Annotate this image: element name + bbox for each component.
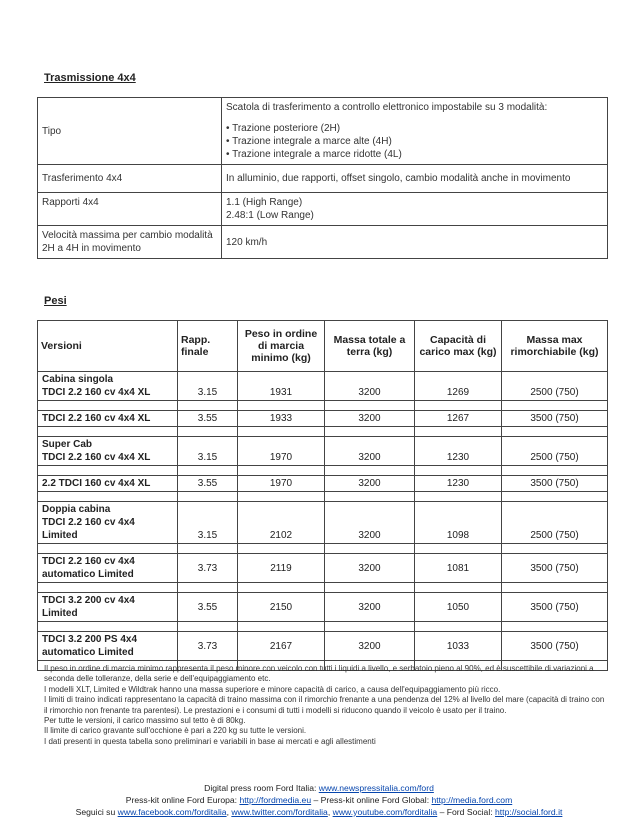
col-header-rimorchio: Massa max rimorchiabile (kg) bbox=[502, 321, 608, 372]
empty-cell bbox=[238, 622, 325, 632]
ratio-cell: 3.15 bbox=[178, 437, 238, 466]
table-row bbox=[38, 476, 608, 492]
value-line: • Trazione integrale a marce alte (4H) bbox=[226, 136, 392, 147]
footer-text: Digital press room Ford Italia: bbox=[204, 783, 319, 793]
peso-cell: 2167 bbox=[238, 632, 325, 661]
table-row bbox=[38, 165, 608, 193]
carico-cell: 1050 bbox=[415, 593, 502, 622]
empty-cell bbox=[38, 466, 178, 476]
footer-text: , bbox=[327, 807, 333, 817]
fordmedia-eu-link[interactable]: http://fordmedia.eu bbox=[239, 795, 312, 805]
massa-cell: 3200 bbox=[325, 502, 415, 544]
row-value: In alluminio, due rapporti, offset singolo, cambio modalità anche in movimento bbox=[222, 165, 608, 193]
empty-cell bbox=[238, 544, 325, 554]
version-cell bbox=[38, 632, 178, 661]
group-name: Cabina singola bbox=[42, 374, 114, 385]
carico-cell: 1230 bbox=[415, 476, 502, 492]
empty-cell bbox=[415, 466, 502, 476]
empty-cell bbox=[502, 492, 608, 502]
col-header-carico: Capacità di carico max (kg) bbox=[415, 321, 502, 372]
footer-text: – Ford Social: bbox=[437, 807, 496, 817]
massa-cell: 3200 bbox=[325, 437, 415, 466]
row-label: Tipo bbox=[38, 98, 222, 165]
note: I modelli XLT, Limited e Wildtrak hanno una massa superiore e minore capacità di carico, a causa dell'equipaggiamento più ricco. bbox=[44, 684, 501, 694]
rimorchio-cell: 2500 (750) bbox=[502, 437, 608, 466]
table-row bbox=[38, 411, 608, 427]
version-name: TDCI 3.2 200 cv 4x4 Limited bbox=[42, 595, 135, 619]
version-cell bbox=[38, 476, 178, 492]
table-row bbox=[38, 593, 608, 622]
empty-cell bbox=[178, 583, 238, 593]
empty-cell bbox=[502, 622, 608, 632]
version-name: TDCI 2.2 160 cv 4x4 automatico Limited bbox=[42, 556, 135, 580]
table-row bbox=[38, 632, 608, 661]
header-row bbox=[38, 321, 608, 372]
empty-cell bbox=[415, 622, 502, 632]
empty-cell bbox=[38, 492, 178, 502]
table-row bbox=[38, 98, 608, 165]
massa-cell: 3200 bbox=[325, 593, 415, 622]
empty-cell bbox=[415, 401, 502, 411]
carico-cell: 1098 bbox=[415, 502, 502, 544]
ratio-cell: 3.73 bbox=[178, 554, 238, 583]
empty-cell bbox=[238, 427, 325, 437]
value-line: Scatola di trasferimento a controllo elettronico impostabile su 3 modalità: bbox=[226, 102, 548, 113]
row-value bbox=[222, 98, 608, 165]
value-line: 1.1 (High Range) bbox=[226, 197, 303, 208]
spacer-row bbox=[38, 622, 608, 632]
rimorchio-cell: 2500 (750) bbox=[502, 502, 608, 544]
empty-cell bbox=[415, 544, 502, 554]
empty-cell bbox=[178, 622, 238, 632]
rimorchio-cell: 3500 (750) bbox=[502, 632, 608, 661]
version-name: TDCI 2.2 160 cv 4x4 XL bbox=[42, 452, 151, 463]
peso-cell: 2150 bbox=[238, 593, 325, 622]
carico-cell: 1033 bbox=[415, 632, 502, 661]
empty-cell bbox=[238, 492, 325, 502]
note: I limiti di traino indicati rappresentano la capacità di traino massima con il rimorchio frenante a una pendenza del 12% al livello del mare (capacità di traino con il rimorchio non frenante tra parentesi). Le prestazioni e i consumi di tutti i modelli si riducono quando il veicolo è usato per il traino. bbox=[44, 695, 605, 715]
ratio-cell: 3.55 bbox=[178, 411, 238, 427]
row-label: Velocità massima per cambio modalità 2H a 4H in movimento bbox=[38, 226, 222, 259]
empty-cell bbox=[502, 544, 608, 554]
massa-cell: 3200 bbox=[325, 411, 415, 427]
table-row bbox=[38, 437, 608, 466]
media-ford-link[interactable]: http://media.ford.com bbox=[431, 795, 513, 805]
row-value: 120 km/h bbox=[222, 226, 608, 259]
ratio-cell: 3.73 bbox=[178, 632, 238, 661]
ratio-cell: 3.55 bbox=[178, 593, 238, 622]
col-header-rapp: Rapp. finale bbox=[178, 321, 238, 372]
empty-cell bbox=[325, 622, 415, 632]
table-row bbox=[38, 502, 608, 544]
table-row bbox=[38, 554, 608, 583]
rimorchio-cell: 3500 (750) bbox=[502, 411, 608, 427]
version-name: TDCI 3.2 200 PS 4x4 automatico Limited bbox=[42, 634, 138, 658]
empty-cell bbox=[502, 401, 608, 411]
empty-cell bbox=[238, 583, 325, 593]
empty-cell bbox=[178, 401, 238, 411]
footer-line-3 bbox=[0, 807, 638, 819]
version-cell bbox=[38, 372, 178, 401]
carico-cell: 1081 bbox=[415, 554, 502, 583]
version-name: TDCI 2.2 160 cv 4x4 Limited bbox=[42, 517, 135, 541]
row-label: Trasferimento 4x4 bbox=[38, 165, 222, 193]
rimorchio-cell: 3500 (750) bbox=[502, 593, 608, 622]
twitter-link[interactable]: www.twitter.com/forditalia bbox=[231, 807, 328, 817]
empty-cell bbox=[325, 466, 415, 476]
empty-cell bbox=[38, 427, 178, 437]
note: Per tutte le versioni, il carico massimo sul tetto è di 80kg. bbox=[44, 716, 246, 726]
ratio-cell: 3.55 bbox=[178, 476, 238, 492]
massa-cell: 3200 bbox=[325, 476, 415, 492]
transmission-title: Trasmissione 4x4 bbox=[44, 72, 136, 84]
footer-line-1 bbox=[0, 783, 638, 795]
empty-cell bbox=[325, 427, 415, 437]
empty-cell bbox=[415, 492, 502, 502]
footer-line-2 bbox=[0, 795, 638, 807]
massa-cell: 3200 bbox=[325, 372, 415, 401]
empty-cell bbox=[502, 427, 608, 437]
massa-cell: 3200 bbox=[325, 554, 415, 583]
col-header-massa: Massa totale a terra (kg) bbox=[325, 321, 415, 372]
empty-cell bbox=[178, 544, 238, 554]
spacer-row bbox=[38, 466, 608, 476]
version-name: TDCI 2.2 160 cv 4x4 XL bbox=[42, 387, 151, 398]
carico-cell: 1230 bbox=[415, 437, 502, 466]
empty-cell bbox=[178, 427, 238, 437]
rimorchio-cell: 3500 (750) bbox=[502, 476, 608, 492]
version-cell bbox=[38, 411, 178, 427]
peso-cell: 1933 bbox=[238, 411, 325, 427]
ratio-cell: 3.15 bbox=[178, 502, 238, 544]
empty-cell bbox=[502, 466, 608, 476]
peso-cell: 2119 bbox=[238, 554, 325, 583]
peso-cell: 2102 bbox=[238, 502, 325, 544]
version-cell bbox=[38, 593, 178, 622]
spacer-row bbox=[38, 492, 608, 502]
version-cell bbox=[38, 437, 178, 466]
table-row bbox=[38, 372, 608, 401]
empty-cell bbox=[325, 583, 415, 593]
footer-text: , bbox=[226, 807, 232, 817]
spacer-row bbox=[38, 544, 608, 554]
empty-cell bbox=[178, 492, 238, 502]
empty-cell bbox=[238, 401, 325, 411]
version-cell bbox=[38, 554, 178, 583]
row-value bbox=[222, 193, 608, 226]
carico-cell: 1267 bbox=[415, 411, 502, 427]
peso-cell: 1970 bbox=[238, 476, 325, 492]
row-label: Rapporti 4x4 bbox=[38, 193, 222, 226]
peso-cell: 1970 bbox=[238, 437, 325, 466]
rimorchio-cell: 3500 (750) bbox=[502, 554, 608, 583]
empty-cell bbox=[238, 466, 325, 476]
value-line: • Trazione integrale a marce ridotte (4L) bbox=[226, 149, 402, 160]
transmission-table bbox=[37, 97, 608, 259]
empty-cell bbox=[38, 544, 178, 554]
empty-cell bbox=[38, 401, 178, 411]
value-line: • Trazione posteriore (2H) bbox=[226, 123, 341, 134]
rimorchio-cell: 2500 (750) bbox=[502, 372, 608, 401]
empty-cell bbox=[325, 544, 415, 554]
carico-cell: 1269 bbox=[415, 372, 502, 401]
col-header-peso: Peso in ordine di marcia minimo (kg) bbox=[238, 321, 325, 372]
table-row bbox=[38, 193, 608, 226]
value-line: 2.48:1 (Low Range) bbox=[226, 210, 314, 221]
weights-table bbox=[37, 320, 608, 671]
col-header-versioni: Versioni bbox=[38, 321, 178, 372]
spacer-row bbox=[38, 427, 608, 437]
empty-cell bbox=[38, 583, 178, 593]
notes bbox=[44, 664, 610, 747]
ratio-cell: 3.15 bbox=[178, 372, 238, 401]
empty-cell bbox=[415, 583, 502, 593]
version-cell bbox=[38, 502, 178, 544]
group-name: Doppia cabina bbox=[42, 504, 111, 515]
group-name: Super Cab bbox=[42, 439, 93, 450]
peso-cell: 1931 bbox=[238, 372, 325, 401]
massa-cell: 3200 bbox=[325, 632, 415, 661]
ford-social-link[interactable]: http://social.ford.it bbox=[495, 807, 563, 817]
empty-cell bbox=[415, 427, 502, 437]
footer-text: Seguici su bbox=[75, 807, 118, 817]
empty-cell bbox=[38, 622, 178, 632]
newspress-link[interactable]: www.newspressitalia.com/ford bbox=[318, 783, 434, 793]
note: I dati presenti in questa tabella sono preliminari e variabili in base ai mercati e agli allestimenti bbox=[44, 736, 376, 746]
version-name: TDCI 2.2 160 cv 4x4 XL bbox=[42, 413, 151, 424]
version-name: 2.2 TDCI 160 cv 4x4 XL bbox=[42, 478, 151, 489]
footer-text: – Press-kit online Ford Global: bbox=[311, 795, 432, 805]
weights-title: Pesi bbox=[44, 295, 67, 307]
empty-cell bbox=[178, 466, 238, 476]
empty-cell bbox=[502, 583, 608, 593]
table-row bbox=[38, 226, 608, 259]
spacer-row bbox=[38, 583, 608, 593]
weights-body bbox=[38, 372, 608, 671]
empty-cell bbox=[325, 401, 415, 411]
note: Il peso in ordine di marcia minimo rappresenta il peso minore con veicolo con tutti i liquidi a livello, e serbatoio pieno al 90%, ed è suscettibile di variazioni a seconda delle tolleranze, della serie e dell'equipaggiamento etc. bbox=[44, 664, 594, 684]
empty-cell bbox=[325, 492, 415, 502]
footer-text: Press-kit online Ford Europa: bbox=[125, 795, 240, 805]
spacer-row bbox=[38, 401, 608, 411]
facebook-link[interactable]: www.facebook.com/forditalia bbox=[117, 807, 227, 817]
note: Il limite di carico gravante sull'occhione è pari a 220 kg su tutte le versioni. bbox=[44, 726, 307, 736]
youtube-link[interactable]: www.youtube.com/forditalia bbox=[332, 807, 438, 817]
